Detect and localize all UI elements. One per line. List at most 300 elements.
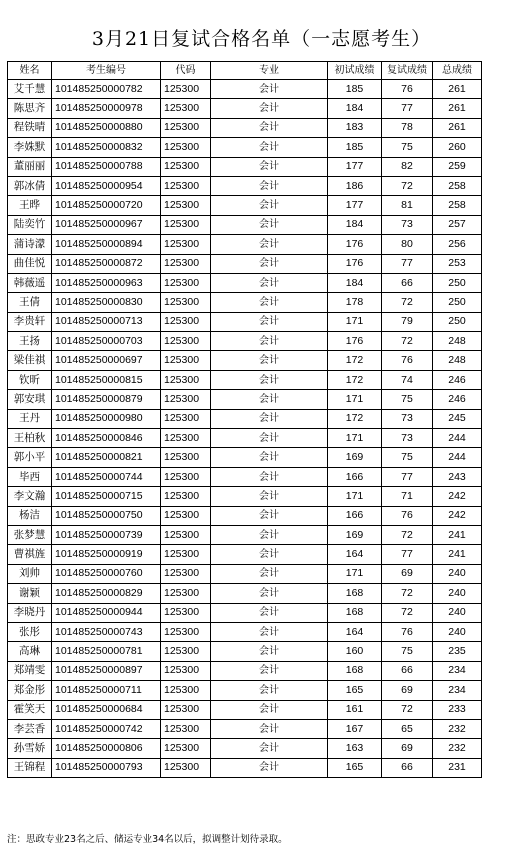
cell-name: 陈思齐 xyxy=(8,99,52,118)
table-row xyxy=(8,603,482,622)
cell-exam-id: 101485250000815 xyxy=(52,370,161,389)
cell-code: 125300 xyxy=(161,390,211,409)
cell-retest-score: 77 xyxy=(382,545,433,564)
cell-exam-id: 101485250000782 xyxy=(52,80,161,99)
cell-code: 125300 xyxy=(161,273,211,292)
cell-name: 李姝默 xyxy=(8,138,52,157)
cell-name: 郭安琪 xyxy=(8,390,52,409)
cell-retest-score: 80 xyxy=(382,235,433,254)
cell-code: 125300 xyxy=(161,681,211,700)
cell-code: 125300 xyxy=(161,196,211,215)
cell-exam-id: 101485250000806 xyxy=(52,739,161,758)
cell-major: 会计 xyxy=(211,390,328,409)
cell-total-score: 242 xyxy=(433,487,482,506)
cell-initial-score: 167 xyxy=(328,719,382,738)
cell-name: 艾千慧 xyxy=(8,80,52,99)
cell-major: 会计 xyxy=(211,448,328,467)
cell-major: 会计 xyxy=(211,273,328,292)
cell-retest-score: 82 xyxy=(382,157,433,176)
cell-total-score: 233 xyxy=(433,700,482,719)
cell-retest-score: 81 xyxy=(382,196,433,215)
cell-major: 会计 xyxy=(211,332,328,351)
cell-total-score: 261 xyxy=(433,80,482,99)
cell-code: 125300 xyxy=(161,370,211,389)
cell-code: 125300 xyxy=(161,661,211,680)
cell-name: 王丹 xyxy=(8,409,52,428)
cell-initial-score: 185 xyxy=(328,138,382,157)
table-row xyxy=(8,118,482,137)
cell-retest-score: 72 xyxy=(382,525,433,544)
table-row xyxy=(8,448,482,467)
cell-name: 董丽丽 xyxy=(8,157,52,176)
cell-retest-score: 75 xyxy=(382,390,433,409)
cell-exam-id: 101485250000697 xyxy=(52,351,161,370)
cell-retest-score: 78 xyxy=(382,118,433,137)
cell-total-score: 246 xyxy=(433,390,482,409)
cell-code: 125300 xyxy=(161,429,211,448)
cell-name: 毕西 xyxy=(8,467,52,486)
table-row xyxy=(8,506,482,525)
cell-major: 会计 xyxy=(211,409,328,428)
cell-retest-score: 77 xyxy=(382,99,433,118)
cell-major: 会计 xyxy=(211,118,328,137)
table-row xyxy=(8,390,482,409)
cell-major: 会计 xyxy=(211,176,328,195)
cell-major: 会计 xyxy=(211,758,328,777)
cell-exam-id: 101485250000720 xyxy=(52,196,161,215)
cell-name: 李文瀚 xyxy=(8,487,52,506)
cell-name: 张梦慧 xyxy=(8,525,52,544)
cell-name: 孙雪娇 xyxy=(8,739,52,758)
cell-retest-score: 77 xyxy=(382,254,433,273)
cell-name: 郑靖雯 xyxy=(8,661,52,680)
table-row xyxy=(8,409,482,428)
cell-code: 125300 xyxy=(161,157,211,176)
cell-initial-score: 184 xyxy=(328,273,382,292)
cell-retest-score: 69 xyxy=(382,681,433,700)
cell-major: 会计 xyxy=(211,506,328,525)
column-header-name: 姓名 xyxy=(8,62,52,80)
cell-code: 125300 xyxy=(161,215,211,234)
cell-initial-score: 168 xyxy=(328,603,382,622)
table-row xyxy=(8,176,482,195)
cell-major: 会计 xyxy=(211,370,328,389)
cell-name: 李晓丹 xyxy=(8,603,52,622)
cell-retest-score: 72 xyxy=(382,700,433,719)
cell-code: 125300 xyxy=(161,176,211,195)
cell-initial-score: 169 xyxy=(328,448,382,467)
cell-name: 蒲诗濛 xyxy=(8,235,52,254)
cell-initial-score: 160 xyxy=(328,642,382,661)
cell-retest-score: 69 xyxy=(382,564,433,583)
cell-total-score: 235 xyxy=(433,642,482,661)
cell-initial-score: 172 xyxy=(328,409,382,428)
cell-exam-id: 101485250000832 xyxy=(52,138,161,157)
cell-name: 刘帅 xyxy=(8,564,52,583)
cell-total-score: 261 xyxy=(433,118,482,137)
cell-major: 会计 xyxy=(211,351,328,370)
cell-code: 125300 xyxy=(161,138,211,157)
cell-code: 125300 xyxy=(161,448,211,467)
cell-exam-id: 101485250000846 xyxy=(52,429,161,448)
table-row xyxy=(8,293,482,312)
cell-code: 125300 xyxy=(161,622,211,641)
cell-name: 韩薇遥 xyxy=(8,273,52,292)
cell-initial-score: 168 xyxy=(328,584,382,603)
cell-total-score: 243 xyxy=(433,467,482,486)
cell-major: 会计 xyxy=(211,215,328,234)
cell-code: 125300 xyxy=(161,758,211,777)
cell-total-score: 253 xyxy=(433,254,482,273)
cell-major: 会计 xyxy=(211,622,328,641)
cell-retest-score: 66 xyxy=(382,273,433,292)
cell-initial-score: 176 xyxy=(328,235,382,254)
cell-total-score: 259 xyxy=(433,157,482,176)
cell-initial-score: 171 xyxy=(328,429,382,448)
table-row xyxy=(8,235,482,254)
admission-table xyxy=(7,61,482,778)
table-row xyxy=(8,564,482,583)
cell-name: 钦昕 xyxy=(8,370,52,389)
cell-code: 125300 xyxy=(161,99,211,118)
cell-exam-id: 101485250000703 xyxy=(52,332,161,351)
cell-code: 125300 xyxy=(161,525,211,544)
table-row xyxy=(8,215,482,234)
cell-code: 125300 xyxy=(161,293,211,312)
cell-exam-id: 101485250000713 xyxy=(52,312,161,331)
cell-exam-id: 101485250000821 xyxy=(52,448,161,467)
cell-total-score: 241 xyxy=(433,525,482,544)
cell-name: 曹祺旌 xyxy=(8,545,52,564)
column-header-initial-score: 初试成绩 xyxy=(328,62,382,80)
cell-exam-id: 101485250000954 xyxy=(52,176,161,195)
cell-initial-score: 184 xyxy=(328,99,382,118)
cell-exam-id: 101485250000980 xyxy=(52,409,161,428)
cell-major: 会计 xyxy=(211,700,328,719)
cell-exam-id: 101485250000684 xyxy=(52,700,161,719)
cell-code: 125300 xyxy=(161,487,211,506)
cell-major: 会计 xyxy=(211,681,328,700)
table-row xyxy=(8,138,482,157)
cell-exam-id: 101485250000967 xyxy=(52,215,161,234)
cell-initial-score: 186 xyxy=(328,176,382,195)
cell-retest-score: 72 xyxy=(382,332,433,351)
cell-initial-score: 163 xyxy=(328,739,382,758)
cell-initial-score: 165 xyxy=(328,758,382,777)
cell-name: 郑金彤 xyxy=(8,681,52,700)
cell-exam-id: 101485250000944 xyxy=(52,603,161,622)
cell-retest-score: 75 xyxy=(382,642,433,661)
cell-initial-score: 172 xyxy=(328,351,382,370)
cell-total-score: 234 xyxy=(433,681,482,700)
cell-major: 会计 xyxy=(211,564,328,583)
table-row xyxy=(8,467,482,486)
cell-code: 125300 xyxy=(161,584,211,603)
cell-exam-id: 101485250000715 xyxy=(52,487,161,506)
cell-name: 郭冰倩 xyxy=(8,176,52,195)
table-row xyxy=(8,487,482,506)
cell-exam-id: 101485250000880 xyxy=(52,118,161,137)
cell-exam-id: 101485250000963 xyxy=(52,273,161,292)
table-row xyxy=(8,739,482,758)
cell-code: 125300 xyxy=(161,545,211,564)
cell-name: 郭小平 xyxy=(8,448,52,467)
table-row xyxy=(8,681,482,700)
cell-major: 会计 xyxy=(211,80,328,99)
cell-exam-id: 101485250000830 xyxy=(52,293,161,312)
cell-exam-id: 101485250000919 xyxy=(52,545,161,564)
cell-name: 王晔 xyxy=(8,196,52,215)
cell-total-score: 250 xyxy=(433,312,482,331)
cell-code: 125300 xyxy=(161,312,211,331)
table-row xyxy=(8,80,482,99)
cell-name: 陆奕竹 xyxy=(8,215,52,234)
cell-major: 会计 xyxy=(211,584,328,603)
cell-total-score: 242 xyxy=(433,506,482,525)
cell-code: 125300 xyxy=(161,409,211,428)
cell-code: 125300 xyxy=(161,467,211,486)
cell-exam-id: 101485250000750 xyxy=(52,506,161,525)
cell-initial-score: 171 xyxy=(328,564,382,583)
cell-retest-score: 75 xyxy=(382,138,433,157)
cell-total-score: 232 xyxy=(433,739,482,758)
cell-retest-score: 76 xyxy=(382,351,433,370)
table-row xyxy=(8,661,482,680)
column-header-exam-id: 考生编号 xyxy=(52,62,161,80)
cell-exam-id: 101485250000788 xyxy=(52,157,161,176)
cell-total-score: 240 xyxy=(433,622,482,641)
cell-retest-score: 79 xyxy=(382,312,433,331)
cell-exam-id: 101485250000793 xyxy=(52,758,161,777)
cell-retest-score: 73 xyxy=(382,429,433,448)
cell-name: 梁佳祺 xyxy=(8,351,52,370)
table-row xyxy=(8,545,482,564)
cell-major: 会计 xyxy=(211,138,328,157)
cell-total-score: 250 xyxy=(433,293,482,312)
cell-initial-score: 166 xyxy=(328,467,382,486)
cell-total-score: 245 xyxy=(433,409,482,428)
cell-initial-score: 177 xyxy=(328,196,382,215)
table-row xyxy=(8,700,482,719)
cell-exam-id: 101485250000781 xyxy=(52,642,161,661)
cell-major: 会计 xyxy=(211,467,328,486)
cell-retest-score: 76 xyxy=(382,506,433,525)
cell-initial-score: 178 xyxy=(328,293,382,312)
cell-total-score: 260 xyxy=(433,138,482,157)
cell-retest-score: 77 xyxy=(382,467,433,486)
cell-initial-score: 176 xyxy=(328,254,382,273)
cell-initial-score: 172 xyxy=(328,370,382,389)
cell-initial-score: 166 xyxy=(328,506,382,525)
table-row xyxy=(8,642,482,661)
cell-total-score: 261 xyxy=(433,99,482,118)
cell-code: 125300 xyxy=(161,118,211,137)
table-row xyxy=(8,584,482,603)
cell-code: 125300 xyxy=(161,254,211,273)
cell-major: 会计 xyxy=(211,661,328,680)
cell-retest-score: 76 xyxy=(382,622,433,641)
cell-exam-id: 101485250000742 xyxy=(52,719,161,738)
cell-major: 会计 xyxy=(211,429,328,448)
cell-initial-score: 177 xyxy=(328,157,382,176)
table-row xyxy=(8,622,482,641)
cell-major: 会计 xyxy=(211,739,328,758)
cell-total-score: 240 xyxy=(433,564,482,583)
cell-major: 会计 xyxy=(211,487,328,506)
cell-exam-id: 101485250000978 xyxy=(52,99,161,118)
cell-code: 125300 xyxy=(161,642,211,661)
cell-major: 会计 xyxy=(211,254,328,273)
cell-initial-score: 168 xyxy=(328,661,382,680)
cell-code: 125300 xyxy=(161,351,211,370)
cell-retest-score: 72 xyxy=(382,176,433,195)
table-row xyxy=(8,254,482,273)
cell-initial-score: 164 xyxy=(328,545,382,564)
cell-retest-score: 69 xyxy=(382,739,433,758)
cell-total-score: 246 xyxy=(433,370,482,389)
table-row xyxy=(8,99,482,118)
cell-total-score: 234 xyxy=(433,661,482,680)
cell-name: 王锦程 xyxy=(8,758,52,777)
cell-total-score: 231 xyxy=(433,758,482,777)
table-row xyxy=(8,758,482,777)
cell-exam-id: 101485250000829 xyxy=(52,584,161,603)
cell-retest-score: 66 xyxy=(382,758,433,777)
cell-exam-id: 101485250000897 xyxy=(52,661,161,680)
table-row xyxy=(8,196,482,215)
cell-code: 125300 xyxy=(161,603,211,622)
cell-name: 李贵轩 xyxy=(8,312,52,331)
cell-initial-score: 185 xyxy=(328,80,382,99)
cell-code: 125300 xyxy=(161,332,211,351)
cell-major: 会计 xyxy=(211,157,328,176)
cell-total-score: 240 xyxy=(433,584,482,603)
cell-retest-score: 74 xyxy=(382,370,433,389)
cell-exam-id: 101485250000760 xyxy=(52,564,161,583)
cell-retest-score: 71 xyxy=(382,487,433,506)
cell-name: 程铁晴 xyxy=(8,118,52,137)
cell-major: 会计 xyxy=(211,642,328,661)
table-header-row xyxy=(8,62,482,80)
cell-name: 王扬 xyxy=(8,332,52,351)
cell-code: 125300 xyxy=(161,506,211,525)
cell-name: 张彤 xyxy=(8,622,52,641)
cell-initial-score: 169 xyxy=(328,525,382,544)
cell-retest-score: 72 xyxy=(382,584,433,603)
table-row xyxy=(8,719,482,738)
cell-total-score: 248 xyxy=(433,332,482,351)
table-body xyxy=(8,80,482,778)
cell-major: 会计 xyxy=(211,525,328,544)
cell-name: 王倩 xyxy=(8,293,52,312)
cell-major: 会计 xyxy=(211,235,328,254)
cell-initial-score: 171 xyxy=(328,487,382,506)
cell-total-score: 244 xyxy=(433,429,482,448)
table-row xyxy=(8,332,482,351)
column-header-retest-score: 复试成绩 xyxy=(382,62,433,80)
cell-total-score: 256 xyxy=(433,235,482,254)
cell-retest-score: 73 xyxy=(382,409,433,428)
cell-retest-score: 73 xyxy=(382,215,433,234)
cell-code: 125300 xyxy=(161,80,211,99)
cell-initial-score: 164 xyxy=(328,622,382,641)
cell-retest-score: 76 xyxy=(382,80,433,99)
cell-name: 王柏秋 xyxy=(8,429,52,448)
table-row xyxy=(8,370,482,389)
cell-name: 曲佳悦 xyxy=(8,254,52,273)
cell-initial-score: 183 xyxy=(328,118,382,137)
cell-code: 125300 xyxy=(161,564,211,583)
cell-retest-score: 72 xyxy=(382,603,433,622)
cell-total-score: 232 xyxy=(433,719,482,738)
cell-exam-id: 101485250000711 xyxy=(52,681,161,700)
cell-exam-id: 101485250000743 xyxy=(52,622,161,641)
cell-name: 杨洁 xyxy=(8,506,52,525)
cell-major: 会计 xyxy=(211,196,328,215)
cell-major: 会计 xyxy=(211,293,328,312)
cell-total-score: 241 xyxy=(433,545,482,564)
cell-initial-score: 184 xyxy=(328,215,382,234)
cell-major: 会计 xyxy=(211,603,328,622)
cell-total-score: 248 xyxy=(433,351,482,370)
cell-name: 霍笑天 xyxy=(8,700,52,719)
column-header-code: 代码 xyxy=(161,62,211,80)
cell-major: 会计 xyxy=(211,99,328,118)
cell-total-score: 250 xyxy=(433,273,482,292)
table-row xyxy=(8,525,482,544)
table-row xyxy=(8,351,482,370)
cell-major: 会计 xyxy=(211,545,328,564)
cell-retest-score: 72 xyxy=(382,293,433,312)
cell-exam-id: 101485250000744 xyxy=(52,467,161,486)
cell-code: 125300 xyxy=(161,700,211,719)
cell-total-score: 240 xyxy=(433,603,482,622)
cell-exam-id: 101485250000872 xyxy=(52,254,161,273)
cell-retest-score: 66 xyxy=(382,661,433,680)
cell-exam-id: 101485250000879 xyxy=(52,390,161,409)
cell-name: 李芸香 xyxy=(8,719,52,738)
cell-total-score: 258 xyxy=(433,176,482,195)
column-header-total-score: 总成绩 xyxy=(433,62,482,80)
column-header-major: 专业 xyxy=(211,62,328,80)
cell-major: 会计 xyxy=(211,719,328,738)
cell-initial-score: 176 xyxy=(328,332,382,351)
cell-total-score: 258 xyxy=(433,196,482,215)
cell-total-score: 257 xyxy=(433,215,482,234)
footnote: 注：思政专业23名之后、储运专业34名以后，拟调整计划待录取。 xyxy=(7,834,288,845)
cell-exam-id: 101485250000739 xyxy=(52,525,161,544)
table-row xyxy=(8,312,482,331)
cell-initial-score: 165 xyxy=(328,681,382,700)
table-row xyxy=(8,429,482,448)
cell-initial-score: 161 xyxy=(328,700,382,719)
cell-major: 会计 xyxy=(211,312,328,331)
cell-name: 高琳 xyxy=(8,642,52,661)
table-row xyxy=(8,273,482,292)
cell-retest-score: 65 xyxy=(382,719,433,738)
table-row xyxy=(8,157,482,176)
cell-exam-id: 101485250000894 xyxy=(52,235,161,254)
cell-initial-score: 171 xyxy=(328,312,382,331)
cell-total-score: 244 xyxy=(433,448,482,467)
page-title: 3月21日复试合格名单（一志愿考生） xyxy=(91,28,432,50)
cell-code: 125300 xyxy=(161,739,211,758)
cell-code: 125300 xyxy=(161,235,211,254)
cell-initial-score: 171 xyxy=(328,390,382,409)
cell-code: 125300 xyxy=(161,719,211,738)
cell-name: 谢颖 xyxy=(8,584,52,603)
cell-retest-score: 75 xyxy=(382,448,433,467)
